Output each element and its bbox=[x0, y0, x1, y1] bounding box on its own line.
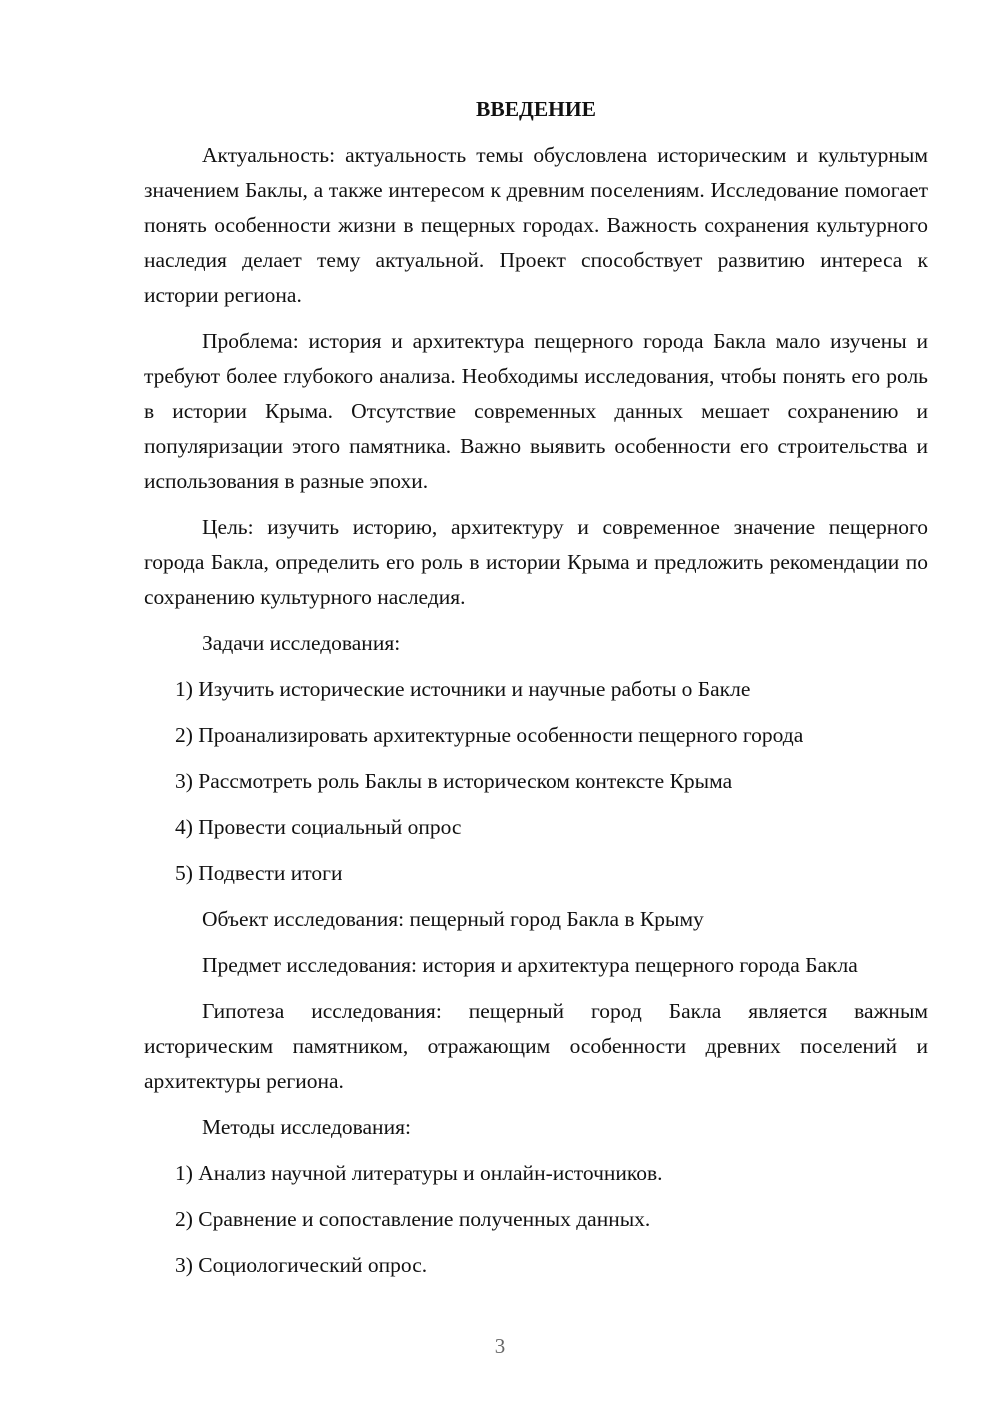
method-item: 3) Социологический опрос. bbox=[175, 1253, 428, 1277]
goal-paragraph: Цель: изучить историю, архитектуру и современное значение пещерного города Бакла, определить его роль в истории Крыма и предложить рекомендации по сохранению культурного наследия. bbox=[144, 515, 928, 609]
subject-paragraph: Предмет исследования: история и архитектура пещерного города Бакла bbox=[202, 953, 858, 977]
task-item: 4) Провести социальный опрос bbox=[175, 815, 462, 839]
object-paragraph: Объект исследования: пещерный город Бакла в Крыму bbox=[202, 907, 704, 931]
methods-label: Методы исследования: bbox=[202, 1115, 411, 1139]
task-item: 1) Изучить исторические источники и научные работы о Бакле bbox=[175, 677, 751, 701]
hypothesis-paragraph: Гипотеза исследования: пещерный город Бакла является важным историческим памятником, отражающим особенности древних поселений и архитектуры региона. bbox=[144, 999, 928, 1093]
document-page bbox=[144, 92, 928, 1294]
task-item: 3) Рассмотреть роль Баклы в историческом контексте Крыма bbox=[175, 769, 733, 793]
relevance-paragraph: Актуальность: актуальность темы обусловлена историческим и культурным значением Баклы, а также интересом к древним поселениям. Исследование помогает понять особенности жизни в пещерных городах. Важность сохранения культурного наследия делает тему актуальной. Проект способствует развитию интереса к истории региона. bbox=[144, 143, 928, 307]
method-item: 2) Сравнение и сопоставление полученных данных. bbox=[175, 1207, 651, 1231]
problem-paragraph: Проблема: история и архитектура пещерного города Бакла мало изучены и требуют более глубокого анализа. Необходимы исследования, чтобы понять его роль в истории Крыма. Отсутствие современных данных мешает сохранению и популяризации этого памятника. Важно выявить особенности его строительства и использования в разные эпохи. bbox=[144, 329, 928, 493]
task-item: 2) Проанализировать архитектурные особенности пещерного города bbox=[175, 723, 804, 747]
page-number: 3 bbox=[494, 1334, 506, 1358]
task-item: 5) Подвести итоги bbox=[175, 861, 343, 885]
section-title: ВВЕДЕНИЕ bbox=[476, 97, 596, 121]
method-item: 1) Анализ научной литературы и онлайн-источников. bbox=[175, 1161, 663, 1185]
tasks-label: Задачи исследования: bbox=[202, 631, 401, 655]
